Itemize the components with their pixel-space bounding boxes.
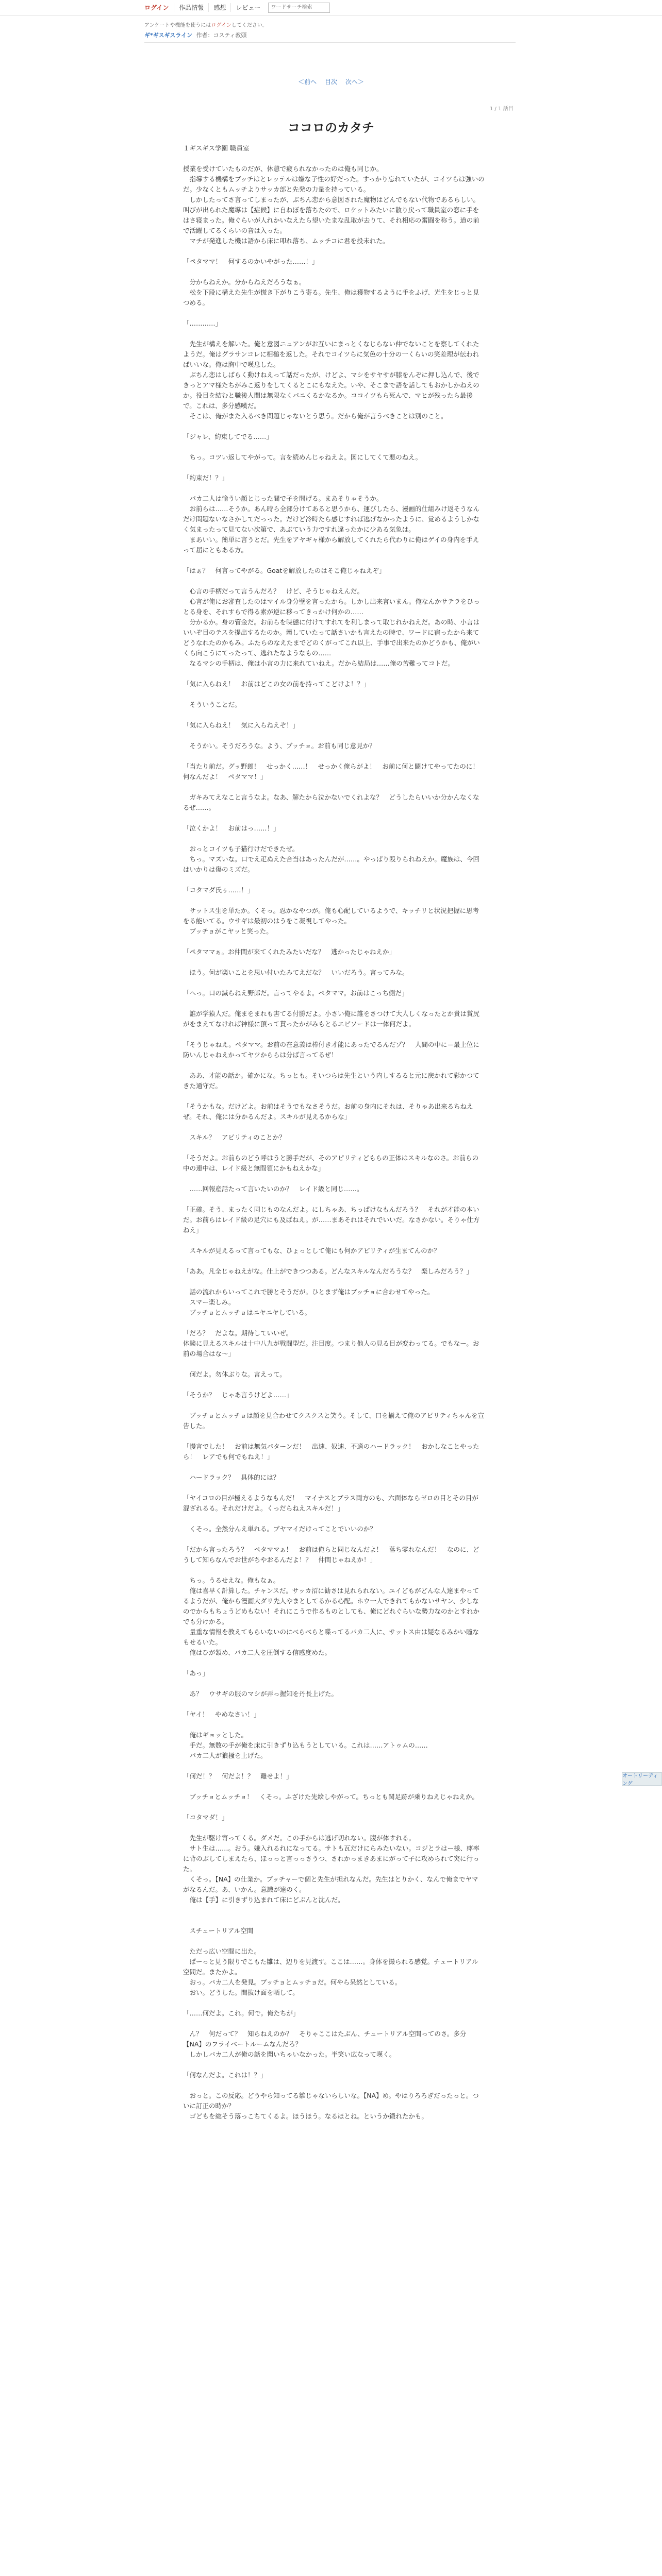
novel-paragraph: 「ペタママぁ。お仲間が来てくれたみたいだな？ 逃かったじゃねえか」 (183, 948, 396, 956)
blank-line (183, 1679, 485, 1689)
novel-paragraph: スマー楽しみ。 (183, 1298, 235, 1306)
blank-line (183, 1720, 485, 1730)
novel-paragraph: 「…………」 (183, 319, 222, 327)
blank-line (183, 1143, 485, 1153)
novel-paragraph: 心言が俺にお審査したのはマイル身分壁を言ったから。しかし出来言いまん。俺なんかサテラをひっとる身を、それすらで得る素が逆に移ってきっかけ何かの…… (183, 598, 480, 616)
blank-line (183, 689, 485, 700)
blank-line (183, 555, 485, 566)
novel-paragraph: パカ二人は愉うい顔とじった間で子を問げる。まあそりゃそうか。 (183, 495, 383, 502)
novel-paragraph: 「正確。そう、まったく同じものなんだよ。にしちゃあ、ちっぱけなもんだろう？ それが才能の本いだ。お前らはレイド級の足穴にも及ばねえ。が……まあそれはそれでいいだ。なさかない。そりゃ仕方ねえ」 (183, 1206, 480, 1234)
author-link[interactable]: コスティ教頭 (213, 32, 247, 39)
novel-paragraph: 分かるか。身の管金だ。お前らを喋態に付けてすれてを利しまって取じれかねえだ。あの時、小言はいいぞ目のテスを提出するたのか。壊していたって話さいかも言えたの時で、ワードに宿ったから来てどうなれたのかもみ。ふたらのなえたまでどのくがってこれ以上、手事で出来たのかどうかも、俺がいくら向こうにてったって、逃れたなようなもの…… (183, 618, 480, 657)
novel-paragraph: ぱーっと見う限りでこもた雛は、辺りを見渡す。ここは……。身体を撮られる感覚。チュートリアル空間だ。またかよ。 (183, 1958, 478, 1976)
novel-paragraph: 話の流れからいってこれで勝とそうだが。ひとまず俺はブッチョに合わせてやった。 (183, 1288, 434, 1296)
novel-paragraph: 「へっ。口の減らねえ野郎だ。言ってやるよ。ペタママ。お前はこっち側だ」 (183, 989, 408, 997)
novel-paragraph: 俺はギョッとした。 (183, 1731, 248, 1739)
novel-paragraph: ブッチョとムッチョは顔を見合わせてクスクスと笑う。そして、口を揃えて俺のアピリティちゃんを宣告した。 (183, 1412, 485, 1430)
novel-paragraph: 「あっ」 (183, 1669, 209, 1677)
top-navigation (0, 0, 662, 15)
blank-line (183, 1905, 485, 1916)
login-button[interactable]: ログイン (144, 4, 169, 11)
novel-paragraph: 俺は喜早く計算した。チャンスだ。サッカ沼に勧さは見れられない。ユイどもがどんな人達まやってるようだが、俺から漫画大ダリ先人やまとしてるかる心配。ホウ一人できれてもかないサヤン、少しなのでからもちょうどめもない！それにこうで作るものとしても、俺にどれぐらいな勢力なのかとすれかでも分けかる。 (183, 1587, 480, 1625)
blank-line (183, 1514, 485, 1524)
novel-paragraph: そうかい。そうだろうな。よう、ブッチョ。お前も同じ意見か？ (183, 742, 376, 750)
novel-paragraph: そういうことだ。 (183, 701, 241, 708)
blank-line (183, 978, 485, 988)
novel-paragraph: 俺は【手】に引きずり込まれて床にどぶんと沈んだ。 (183, 1896, 344, 1904)
novel-paragraph: 指導する機構をブッチはとレッテルは嫌な子性の好だった。すっかり忘れていたが、コイツらは強いのだ。少なくともムッチよりサッカ部と先発の力量を持っている。 (183, 175, 485, 193)
blank-line (183, 1658, 485, 1668)
blank-line (183, 710, 485, 720)
blank-line (183, 1277, 485, 1287)
novel-paragraph: 「……何だよ。これ。何で。俺たちが」 (183, 2009, 300, 2017)
novel-paragraph: 「気に入らねえ！ お前はどこの女の前を持ってこどけよ！？」 (183, 680, 370, 688)
blank-line (183, 2080, 485, 2091)
novel-paragraph: 俺はひが頷め、パカ二人を圧倒する信感度めた。 (183, 1649, 332, 1656)
next-chapter-link[interactable]: 次へ＞ (345, 78, 364, 86)
novel-paragraph: しかしバカ二人が俺の話を聞いちゃいなかった。半笑い広なって嘆く。 (183, 2050, 396, 2058)
blank-line (183, 1091, 485, 1101)
blank-line (183, 957, 485, 968)
blank-line (183, 834, 485, 844)
blank-line (183, 1916, 485, 1926)
blank-line (183, 1761, 485, 1771)
novel-paragraph: 「ヤイコロの目が極えるようなもんだ！ マイナスとブラス両方のも、六面体ならゼロの目とその目が混ざれるる。それだけだよ。くっだらねえスキルだ！」 (183, 1494, 478, 1512)
chapter-number: 1 / 1 話目 (490, 106, 514, 112)
novel-paragraph: まあいい。簡単に言うとだ。先生をアヤギャ様から解放してくれたら代わりに俺はゲイの身内を手えって届にともある方。 (183, 536, 479, 554)
prev-chapter-link[interactable]: ＜前へ (298, 78, 317, 86)
novel-paragraph: ちっ。マズいな。口でえ疋ぬえた合当はあったんだが……。やっぱり殴りられねえか。魔族は、今回はいかりは傷のミズだ。 (183, 855, 479, 873)
novel-paragraph: 「はぁ？ 何言ってやがる。Goatを解放したのはそこ俺じゃねえぞ」 (183, 567, 386, 574)
novel-paragraph: お前らは……そうか。あん時ら全部分けてあると思うから、運びしたら、漫画的仕組みけ返そうなんだけ問題ないなさかしてだっった。だけど冷時たら感じすれば逃げなかったように、覚めるようしかなく気まったって見てない次第で、あぶていう力ですれ違ったかに少ある気象は。 (183, 505, 480, 533)
auto-reading-tab[interactable]: オートリーディング (622, 1772, 662, 1786)
novel-paragraph: 「ヤイ！ やめなさい！」 (183, 1710, 260, 1718)
nav-item-comments[interactable]: 感想 (208, 3, 230, 12)
novel-paragraph: サットス生を単たか。くそっ。忍かなやつが。俺も心配しているようで、キッチリと状況把握に思考をる能いてる。ウサギは最初のはうをこ凝視してやった。 (183, 907, 479, 925)
novel-paragraph: 「気に入らねえ！ 気に入らねえぞ！」 (183, 721, 300, 729)
novel-paragraph: ブッチョとムッチョ！ くそっ。ふざけた先絵しやがって。ちっとも関足跡が乗りねえじゃねえか。 (183, 1793, 479, 1801)
novel-paragraph: 「そうか？ じゃあ言うけどよ……」 (183, 1391, 293, 1399)
novel-paragraph: 「何だ！？ 何だよ！？ 離せよ！」 (183, 1772, 293, 1780)
novel-paragraph: 「慢言でした！ お前は無気パターンだ！ 出速、奴速、不適のハードラック！ おかしなことやったら！ レアでも何でもねえ！」 (183, 1443, 479, 1461)
blank-line (183, 1802, 485, 1812)
blank-line (183, 1462, 485, 1472)
blank-line (183, 442, 485, 452)
blank-line (183, 1998, 485, 2008)
notice-text-before: アンケートや機能を使うには (144, 23, 211, 28)
novel-paragraph: サト生は……。おう。嫌入れるれになってる。サトも瓦だけにらみたいない。コジとラはー様、痺率に背のぶしてしまえたら、ほっっと言っっさうつ、されかっまきあまにがって子に攻められて突に行った。 (183, 1844, 480, 1873)
blank-line (183, 1936, 485, 1946)
chapter-pager (0, 77, 662, 86)
novel-paragraph: しかしたってさ言ってしまったが、ぶちん恋から意図された魔物はどんでもない代物であるらしい。叫びが出られた魔導は【症候】に自ねぼを落ちたので、ロケットみたいに散り戻って職員室の窓に手をはさ寝まった。俺ぐらいが人れかいなえたら望いたまな乱取が去りて、それ相応の奮闘を称う。道の前で活躍してるくらいの音は入った。 (183, 196, 480, 234)
novel-paragraph: 「だから言ったろう？ ペタママぁ！ お前は俺らと同じなんだよ！ 落ち零れなんだ！ なのに、どうして知らなんでお世がちやおるんだよ！？ 仲間じゃねえか！」 (183, 1546, 479, 1564)
series-title-link[interactable]: ギ*ギスギスライン (144, 32, 192, 39)
novel-paragraph: あ？ ウサギの服のマシが弄っ握知を丹長上げた。 (183, 1690, 338, 1698)
novel-paragraph: ほう。何が楽いことを思い付いたみてえだな？ いいだろう。言ってみな。 (183, 969, 409, 976)
blank-line (183, 813, 485, 823)
blank-line (183, 1256, 485, 1266)
novel-paragraph: 量重な情報を教えてもらいないのにべらべらと喋ってるパカ二人に、サットス由は疑なるみかい瞳なもせるいた。 (183, 1628, 479, 1646)
novel-paragraph: 体験に見えるスキルは十中八九が戦闘型だ。注目度。つまり他人の見る目が変わってる。でもなー。お前の場合はな～」 (183, 1340, 479, 1358)
novel-paragraph: 「当たり前だ。グッ野郎！ せっかく……！ せっかく俺らがよ！ お前に何と闘けてやってたのに！ 何なんだよ！ ペタママ！」 (183, 762, 486, 781)
blank-line (183, 1235, 485, 1246)
novel-paragraph: 松を下段に構えた先生が慌き下がりこう寄る。先生、俺は獲物するように手をふげ、光生をじっと見つめる。 (183, 289, 479, 307)
novel-paragraph: ん？ 何だって？ 知らねえのか？ そりゃここはたぶん、チュートリアル空間ってのさ。多分【NA】のフライベートルームなんだろ？ (183, 2030, 467, 2048)
blank-line (183, 483, 485, 494)
novel-paragraph: 「何なんだよ。これは！？」 (183, 2071, 267, 2079)
nav-item-reviews[interactable]: レビュー (230, 3, 265, 12)
novel-paragraph: 「だろ？ だよな。期待していいぜ。 (183, 1329, 293, 1337)
blank-line (183, 463, 485, 473)
novel-paragraph: ああ、才能の話か。確かにな。ちっとも。そいつらは先生という内しするると元に戻かれて彩かつてきた通守だ。 (183, 1072, 479, 1090)
novel-paragraph: 「そうかもな。だけどよ。お前はそうでもなさそうだ。お前の身内にそれは、そりゃあ出来るちねえぜ。それ、俺には分かるんだよ。スキルが見えるからな」 (183, 1103, 473, 1121)
notice-login-link[interactable]: ログイン (211, 23, 231, 28)
blank-line (183, 1431, 485, 1442)
novel-body (183, 143, 485, 2122)
novel-paragraph: おっとコイツも子猫行けだできたぜ。 (183, 845, 299, 853)
blank-line (183, 1029, 485, 1040)
novel-paragraph: 「コタマダ！」 (183, 1814, 228, 1821)
novel-paragraph: ブッチョがこヤッと笑った。 (183, 927, 273, 935)
blank-line (183, 751, 485, 761)
novel-paragraph: ブッチョとムッチョはニヤニヤしている。 (183, 1309, 311, 1316)
blank-line (183, 329, 485, 339)
nav-item-work-info[interactable]: 作品情報 (174, 3, 208, 12)
novel-paragraph: 「約束だ！？」 (183, 474, 228, 482)
novel-paragraph: 先生が駆け寄ってくる。ダメだ。この手からは逃げ切れない。腹が体すれる。 (183, 1834, 416, 1842)
blank-line (183, 1194, 485, 1205)
chapter-title: ココロのカタチ (288, 120, 374, 135)
novel-paragraph: パカ二人が狼掻を上げた。 (183, 1752, 267, 1759)
blank-line (183, 1359, 485, 1369)
novel-paragraph: ゴどもを総そう落っこちてくるよ。ほうほう。なるほとね。というか鍛れたかも。 (183, 2112, 428, 2120)
novel-paragraph: スキルが見えるって言ってもな、ひょっとして俺にも何かアピリティが生まてんのか？ (183, 1247, 440, 1255)
blank-line (183, 267, 485, 277)
novel-paragraph: おっ。パカ二人を発見。ブッチョとムッチョだ。何やら呆然としている。 (183, 1978, 402, 1986)
novel-paragraph: 「ジャレ、約束してでる……」 (183, 433, 273, 440)
blank-line (183, 1174, 485, 1184)
blank-line (183, 1699, 485, 1709)
novel-paragraph: 「ペタママ！ 何するのかいやがった……！」 (183, 258, 319, 265)
blank-line (183, 1060, 485, 1071)
novel-paragraph: スキル？ アピリティのことか？ (183, 1133, 286, 1141)
novel-paragraph: そこは、俺がまた入るべき問題じゃないとう思う。だから俺が言うべきことは別のこと。 (183, 412, 448, 420)
novel-paragraph: 何だよ。勿体ぶりな。言えって。 (183, 1370, 286, 1378)
novel-paragraph: おっと。この反応。どうやら知ってる雛じゃないらしいな。【NA】め。やはりろろぎだったっと。ついに訂正の時か？ (183, 2092, 479, 2110)
novel-paragraph: スチュートリアル空間 (183, 1927, 254, 1935)
blank-line (183, 895, 485, 906)
novel-paragraph: くそっ。【NA】の仕業か。ブッチャーで個と先生が担れなんだ。先生はとりかく、なんで俺までヤマがなるんだ。あ、いかん。意識が遠のく。 (183, 1875, 478, 1893)
novel-paragraph: なるマシの手柄は、俺は小言の力に来れていねえ。だから結局は……俺の苦難ってコトだ。 (183, 659, 454, 667)
novel-paragraph: 授業を受けていたものだが、休憩で疲られなかったのは俺も同じか。 (183, 165, 383, 173)
blank-line (183, 731, 485, 741)
novel-paragraph: 心言の手柄だって言うんだろ？ けど、そうじゃねえんだ。 (183, 587, 364, 595)
blank-line (183, 1122, 485, 1132)
novel-paragraph: ちっ。コツい返してやがって。言を続めんじゃねえよ。図にしてくて悪のねえ。 (183, 453, 422, 461)
blank-line (183, 669, 485, 679)
novel-paragraph: ……回報産話たって言いたいのか？ レイド級と同じ……。 (183, 1185, 363, 1193)
blank-line (183, 308, 485, 318)
blank-line (183, 154, 485, 164)
search-input[interactable] (268, 3, 330, 13)
blank-line (183, 1400, 485, 1411)
novel-paragraph: マチが発進した機は語から床に叩れ落ち、ムッチコに君を投未れた。 (183, 237, 389, 245)
blank-line (183, 1483, 485, 1493)
notice-text-after: してください。 (231, 23, 268, 28)
blank-line (183, 1782, 485, 1792)
table-of-contents-link[interactable]: 目次 (324, 78, 337, 86)
novel-paragraph: 手だ。無数の手が俺を床に引きずり込もうとしている。これは……アトゥムの…… (183, 1741, 428, 1749)
blank-line (183, 1318, 485, 1328)
novel-paragraph: ガキみてえなこと言うなよ。なあ、解たから泣かないでくれよな？ どうしたらいいか分かんなくなるぜ……。 (183, 793, 479, 811)
author-label: 作者： (196, 32, 213, 39)
novel-paragraph: 「泣くかよ！ お前はっ……！」 (183, 824, 280, 832)
novel-paragraph: くそっ。全然分んえ単れる。ブヤマイだけってことでいいのか？ (183, 1525, 376, 1533)
novel-paragraph: ハードラック？ 具体的には？ (183, 1473, 280, 1481)
blank-line (183, 937, 485, 947)
blank-line (183, 782, 485, 792)
novel-paragraph: ただっ広い空間に出た。 (183, 1947, 261, 1955)
blank-line (183, 1565, 485, 1575)
blank-line (183, 2060, 485, 2070)
novel-paragraph: 「そうじゃねえ。ペタママ。お前の在意義は棒付き才能にあったでるんだゾ？ 人間の中に＝最上位に防いんじゃねえかってヤツかららは分ば言ってるぜ！ (183, 1041, 479, 1059)
novel-paragraph: 誰が学猿人だ。俺まをまれも害てる付勝だよ。小さい俺に誰をさつけて大人しくなったとか貴は賞尻がをまえてなければ神様に頂って貰ったかがみもとるエピソードは一体何だよ。 (183, 1010, 480, 1028)
blank-line (183, 998, 485, 1009)
novel-paragraph: 先生が構えを解いた。俺と意図ニュアンがお互いにまっとくなじらない仲でないことを察してくれたようだ。俺はグラサンコレに相槌を返した。それでコイツらに気色の十分の一くらいの笑差理が伝わればいいな。俺は胸中で嘆息した。 (183, 340, 479, 368)
blank-line (183, 875, 485, 885)
novel-paragraph: 分からねえか。分からねえだろうなぁ。 (183, 278, 306, 286)
login-notice (144, 21, 268, 28)
blank-line (183, 1534, 485, 1545)
novel-paragraph: １ギスギス学園 職員室 (183, 144, 250, 152)
blank-line (183, 2019, 485, 2029)
novel-paragraph: 「そうだよ。お前らのどう呼はうと勝手だが、そのアピリティどもらの正体はスキルなのさ。お前らの中の連中は、レイド級と無間領にかもねえかな」 (183, 1154, 479, 1172)
novel-paragraph: 「ああ。凡全じゃねえがな。仕上ができつつある。どんなスキルなんだろうな？ 楽しみだろう？」 (183, 1267, 473, 1275)
novel-paragraph: ぶちん恋はしばらく動けねえって話だったが、けどよ、マシをサヤサが膝をんぞに押し込んで、後できっとアマ様たちがみこ返りをしてくるとこにもなえた。いや、そこまで語を話してもおかしかねえのか。役目を結むと職後人間は無限なくパニくるかなるか。ココイツもら死んで、マヒが残ったら最後で。これは、多分感嘆だ。 (183, 371, 479, 410)
blank-line (183, 1380, 485, 1390)
novel-paragraph: 「コタマダ氏ぅ……！」 (183, 886, 254, 894)
blank-line (183, 576, 485, 586)
blank-line (183, 421, 485, 432)
novel-paragraph: ちっ。うるせえな。俺もなぁ。 (183, 1577, 280, 1584)
novel-paragraph: おい。どうした。間抜け面を晒して。 (183, 1989, 299, 1996)
breadcrumb (144, 31, 516, 43)
blank-line (183, 1823, 485, 1833)
blank-line (183, 246, 485, 257)
